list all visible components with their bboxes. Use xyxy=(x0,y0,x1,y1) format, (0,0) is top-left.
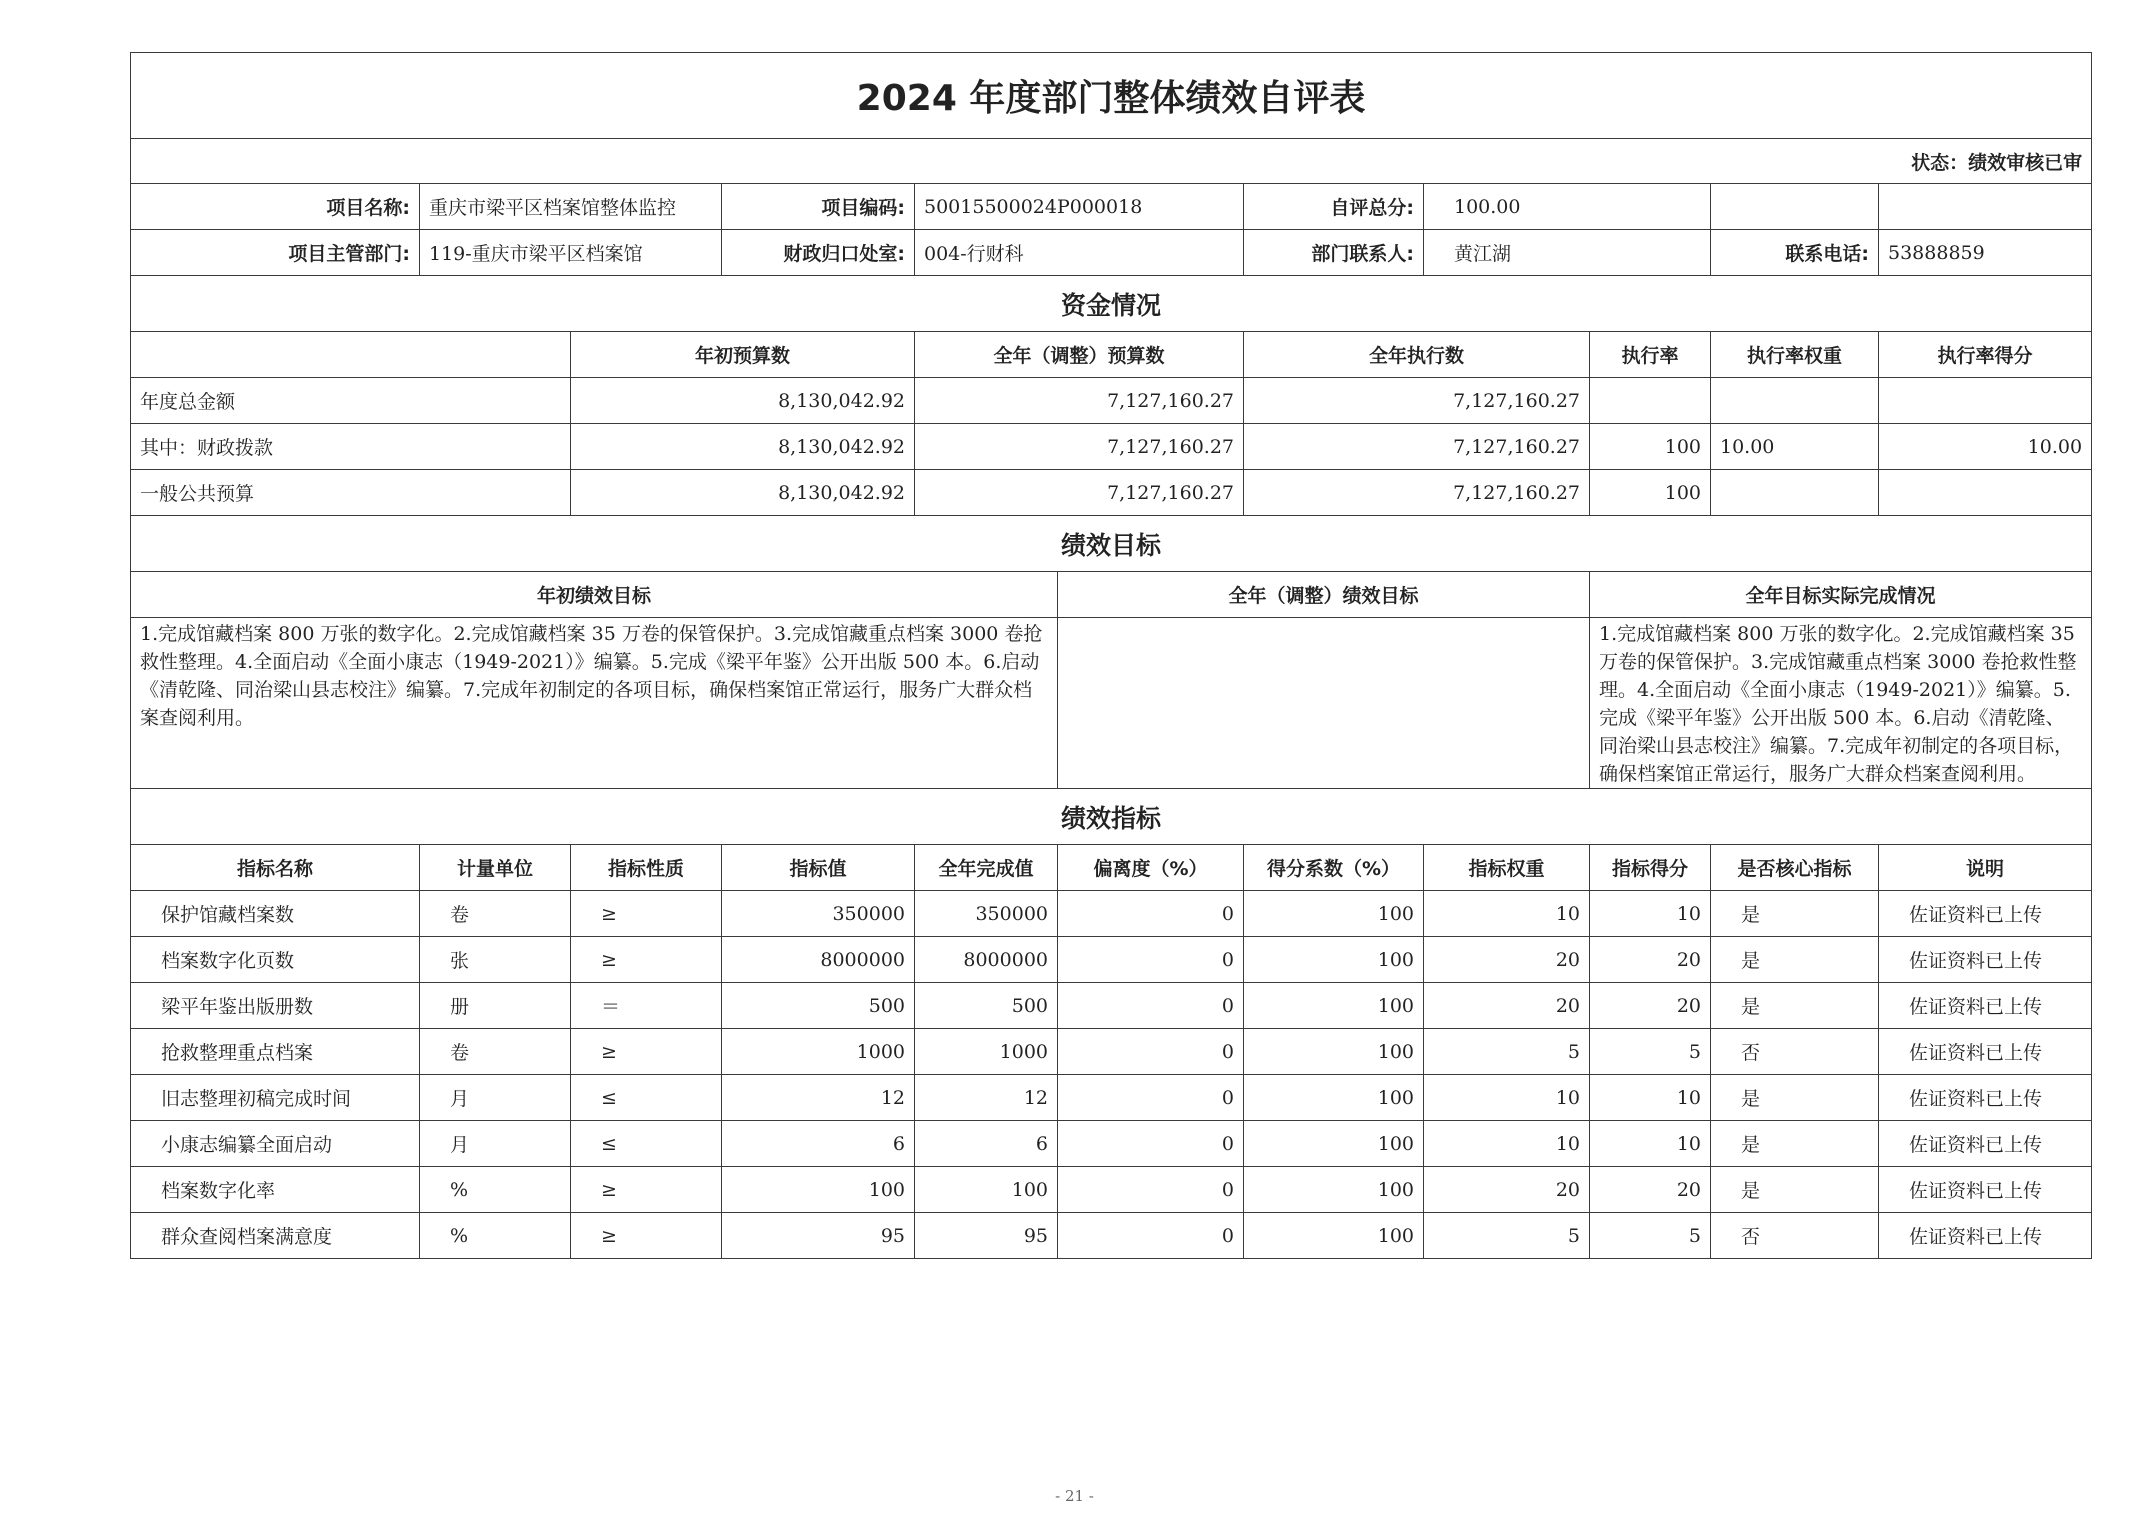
funds-row-adjusted: 7,127,160.27 xyxy=(915,424,1244,470)
indicator-actual: 6 xyxy=(915,1121,1058,1167)
goals-section-title: 绩效目标 xyxy=(131,516,2092,572)
indicator-coef: 100 xyxy=(1244,1121,1424,1167)
indicator-note: 佐证资料已上传 xyxy=(1879,983,2092,1029)
ind-header-weight: 指标权重 xyxy=(1424,845,1590,891)
indicator-core: 是 xyxy=(1711,891,1879,937)
indicator-target: 6 xyxy=(722,1121,915,1167)
indicator-deviation: 0 xyxy=(1058,1029,1244,1075)
indicator-deviation: 0 xyxy=(1058,937,1244,983)
indicator-target: 95 xyxy=(722,1213,915,1259)
indicator-core: 是 xyxy=(1711,983,1879,1029)
funds-header-weight: 执行率权重 xyxy=(1711,332,1879,378)
ind-header-name: 指标名称 xyxy=(131,845,420,891)
funds-row-initial: 8,130,042.92 xyxy=(571,470,915,516)
indicator-name: 抢救整理重点档案 xyxy=(131,1029,420,1075)
empty-cell xyxy=(1879,184,2092,230)
table-row xyxy=(131,1167,2092,1213)
funds-row-label: 年度总金额 xyxy=(131,378,571,424)
funds-row-weight xyxy=(1711,378,1879,424)
ind-header-actual: 全年完成值 xyxy=(915,845,1058,891)
indicator-deviation: 0 xyxy=(1058,1121,1244,1167)
indicator-unit: 月 xyxy=(420,1121,571,1167)
ind-header-unit: 计量单位 xyxy=(420,845,571,891)
indicator-coef: 100 xyxy=(1244,937,1424,983)
indicator-name: 旧志整理初稿完成时间 xyxy=(131,1075,420,1121)
indicator-target: 12 xyxy=(722,1075,915,1121)
indicator-deviation: 0 xyxy=(1058,1213,1244,1259)
ind-header-score: 指标得分 xyxy=(1590,845,1711,891)
table-row xyxy=(131,1213,2092,1259)
indicator-deviation: 0 xyxy=(1058,1075,1244,1121)
indicator-deviation: 0 xyxy=(1058,891,1244,937)
initial-goal-text: 1.完成馆藏档案 800 万张的数字化。2.完成馆藏档案 35 万卷的保管保护。3.完成馆藏重点档案 3000 卷抢救性整理。4.全面启动《全面小康志（1949-2021）》编纂。5.完成《梁平年鉴》公开出版 500 本。6.启动《清乾隆、同治梁山县志校注》编纂。7.完成年初制定的各项目标，确保档案馆正常运行，服务广大群众档案查阅利用。 xyxy=(131,618,1058,789)
indicator-unit: % xyxy=(420,1167,571,1213)
indicator-name: 小康志编纂全面启动 xyxy=(131,1121,420,1167)
dept-label: 项目主管部门: xyxy=(131,230,420,276)
indicator-coef: 100 xyxy=(1244,891,1424,937)
ind-header-nature: 指标性质 xyxy=(571,845,722,891)
contact-label: 部门联系人: xyxy=(1244,230,1424,276)
funds-section-title: 资金情况 xyxy=(131,276,2092,332)
indicator-note: 佐证资料已上传 xyxy=(1879,1121,2092,1167)
indicator-target: 500 xyxy=(722,983,915,1029)
info-row-1 xyxy=(131,184,2092,230)
indicator-core: 是 xyxy=(1711,1121,1879,1167)
indicator-note: 佐证资料已上传 xyxy=(1879,891,2092,937)
finance-value: 004-行财科 xyxy=(915,230,1244,276)
indicator-target: 350000 xyxy=(722,891,915,937)
indicator-nature: ≥ xyxy=(571,1029,722,1075)
phone-value: 53888859 xyxy=(1879,230,2092,276)
funds-header-rate: 执行率 xyxy=(1590,332,1711,378)
indicator-weight: 5 xyxy=(1424,1213,1590,1259)
goals-text-row xyxy=(131,618,2092,789)
indicator-name: 保护馆藏档案数 xyxy=(131,891,420,937)
funds-row-adjusted: 7,127,160.27 xyxy=(915,378,1244,424)
indicator-actual: 350000 xyxy=(915,891,1058,937)
funds-row xyxy=(131,424,2092,470)
ind-header-deviation: 偏离度（%） xyxy=(1058,845,1244,891)
indicator-core: 是 xyxy=(1711,937,1879,983)
funds-row-weight xyxy=(1711,470,1879,516)
indicator-score: 20 xyxy=(1590,983,1711,1029)
indicator-score: 5 xyxy=(1590,1029,1711,1075)
indicator-unit: 张 xyxy=(420,937,571,983)
phone-label: 联系电话: xyxy=(1711,230,1879,276)
dept-value: 119-重庆市梁平区档案馆 xyxy=(420,230,722,276)
self-evaluation-table xyxy=(130,52,2092,1259)
contact-value: 黄江湖 xyxy=(1424,230,1711,276)
page-title: 2024 年度部门整体绩效自评表 xyxy=(131,53,2092,139)
funds-row-score: 10.00 xyxy=(1879,424,2092,470)
indicators-header-row xyxy=(131,845,2092,891)
indicator-deviation: 0 xyxy=(1058,1167,1244,1213)
indicator-nature: ≥ xyxy=(571,891,722,937)
ind-header-core: 是否核心指标 xyxy=(1711,845,1879,891)
funds-row-rate: 100 xyxy=(1590,424,1711,470)
indicator-name: 档案数字化页数 xyxy=(131,937,420,983)
indicator-weight: 10 xyxy=(1424,891,1590,937)
funds-row-score xyxy=(1879,378,2092,424)
indicator-note: 佐证资料已上传 xyxy=(1879,1075,2092,1121)
indicator-deviation: 0 xyxy=(1058,983,1244,1029)
indicator-score: 10 xyxy=(1590,1121,1711,1167)
ind-header-coef: 得分系数（%） xyxy=(1244,845,1424,891)
funds-row xyxy=(131,378,2092,424)
status-badge: 状态：绩效审核已审 xyxy=(131,139,2092,184)
indicator-core: 是 xyxy=(1711,1075,1879,1121)
indicator-name: 档案数字化率 xyxy=(131,1167,420,1213)
indicator-weight: 20 xyxy=(1424,937,1590,983)
table-row xyxy=(131,891,2092,937)
indicator-unit: 卷 xyxy=(420,891,571,937)
finance-label: 财政归口处室: xyxy=(722,230,915,276)
indicator-note: 佐证资料已上传 xyxy=(1879,1029,2092,1075)
indicator-name: 群众查阅档案满意度 xyxy=(131,1213,420,1259)
goals-header-initial: 年初绩效目标 xyxy=(131,572,1058,618)
adjusted-goal-text xyxy=(1058,618,1590,789)
table-row xyxy=(131,1029,2092,1075)
indicator-actual: 12 xyxy=(915,1075,1058,1121)
indicator-target: 100 xyxy=(722,1167,915,1213)
goals-header-actual: 全年目标实际完成情况 xyxy=(1590,572,2092,618)
empty-cell xyxy=(131,332,571,378)
funds-header-adjusted: 全年（调整）预算数 xyxy=(915,332,1244,378)
funds-row-initial: 8,130,042.92 xyxy=(571,378,915,424)
project-code-value: 50015500024P000018 xyxy=(915,184,1244,230)
indicator-unit: % xyxy=(420,1213,571,1259)
indicators-section-title: 绩效指标 xyxy=(131,789,2092,845)
indicator-nature: ≤ xyxy=(571,1075,722,1121)
indicator-score: 20 xyxy=(1590,1167,1711,1213)
funds-row-label: 一般公共预算 xyxy=(131,470,571,516)
indicator-weight: 10 xyxy=(1424,1121,1590,1167)
indicator-nature: ≤ xyxy=(571,1121,722,1167)
indicator-core: 否 xyxy=(1711,1029,1879,1075)
indicator-unit: 月 xyxy=(420,1075,571,1121)
score-label: 自评总分: xyxy=(1244,184,1424,230)
funds-row-adjusted: 7,127,160.27 xyxy=(915,470,1244,516)
funds-header-score: 执行率得分 xyxy=(1879,332,2092,378)
table-row xyxy=(131,1121,2092,1167)
funds-row-label: 其中：财政拨款 xyxy=(131,424,571,470)
funds-row-weight: 10.00 xyxy=(1711,424,1879,470)
indicator-coef: 100 xyxy=(1244,1029,1424,1075)
project-code-label: 项目编码: xyxy=(722,184,915,230)
project-name-value: 重庆市梁平区档案馆整体监控 xyxy=(420,184,722,230)
indicator-unit: 册 xyxy=(420,983,571,1029)
indicator-unit: 卷 xyxy=(420,1029,571,1075)
indicator-score: 10 xyxy=(1590,891,1711,937)
indicator-coef: 100 xyxy=(1244,1213,1424,1259)
page-number: - 21 - xyxy=(1055,1487,1094,1505)
table-row xyxy=(131,1075,2092,1121)
indicator-weight: 5 xyxy=(1424,1029,1590,1075)
indicator-actual: 95 xyxy=(915,1213,1058,1259)
indicator-weight: 20 xyxy=(1424,1167,1590,1213)
indicator-nature: ≥ xyxy=(571,937,722,983)
funds-row-executed: 7,127,160.27 xyxy=(1244,424,1590,470)
indicator-target: 1000 xyxy=(722,1029,915,1075)
indicator-rows xyxy=(131,891,2092,1259)
indicator-core: 否 xyxy=(1711,1213,1879,1259)
indicator-coef: 100 xyxy=(1244,1075,1424,1121)
indicator-coef: 100 xyxy=(1244,983,1424,1029)
funds-header-executed: 全年执行数 xyxy=(1244,332,1590,378)
funds-row xyxy=(131,470,2092,516)
indicator-coef: 100 xyxy=(1244,1167,1424,1213)
ind-header-note: 说明 xyxy=(1879,845,2092,891)
indicator-score: 20 xyxy=(1590,937,1711,983)
table-row xyxy=(131,983,2092,1029)
indicator-nature: ≥ xyxy=(571,1167,722,1213)
funds-row-executed: 7,127,160.27 xyxy=(1244,470,1590,516)
indicator-weight: 10 xyxy=(1424,1075,1590,1121)
score-value: 100.00 xyxy=(1424,184,1711,230)
indicator-score: 5 xyxy=(1590,1213,1711,1259)
indicator-nature: ≥ xyxy=(571,1213,722,1259)
indicator-core: 是 xyxy=(1711,1167,1879,1213)
funds-header-row xyxy=(131,332,2092,378)
goals-header-adjusted: 全年（调整）绩效目标 xyxy=(1058,572,1590,618)
indicator-actual: 8000000 xyxy=(915,937,1058,983)
indicator-target: 8000000 xyxy=(722,937,915,983)
indicator-actual: 1000 xyxy=(915,1029,1058,1075)
project-name-label: 项目名称: xyxy=(131,184,420,230)
indicator-weight: 20 xyxy=(1424,983,1590,1029)
funds-row-rate: 100 xyxy=(1590,470,1711,516)
indicator-note: 佐证资料已上传 xyxy=(1879,1213,2092,1259)
funds-row-executed: 7,127,160.27 xyxy=(1244,378,1590,424)
indicator-nature: ＝ xyxy=(571,983,722,1029)
funds-row-initial: 8,130,042.92 xyxy=(571,424,915,470)
info-row-2 xyxy=(131,230,2092,276)
ind-header-target: 指标值 xyxy=(722,845,915,891)
indicator-note: 佐证资料已上传 xyxy=(1879,937,2092,983)
indicator-name: 梁平年鉴出版册数 xyxy=(131,983,420,1029)
funds-row-rate xyxy=(1590,378,1711,424)
indicator-note: 佐证资料已上传 xyxy=(1879,1167,2092,1213)
goals-header-row xyxy=(131,572,2092,618)
funds-header-initial: 年初预算数 xyxy=(571,332,915,378)
empty-cell xyxy=(1711,184,1879,230)
actual-goal-text: 1.完成馆藏档案 800 万张的数字化。2.完成馆藏档案 35 万卷的保管保护。3.完成馆藏重点档案 3000 卷抢救性整理。4.全面启动《全面小康志（1949-2021）》编纂。5.完成《梁平年鉴》公开出版 500 本。6.启动《清乾隆、同治梁山县志校注》编纂。7.完成年初制定的各项目标，确保档案馆正常运行，服务广大群众档案查阅利用。 xyxy=(1590,618,2092,789)
indicator-actual: 100 xyxy=(915,1167,1058,1213)
indicator-score: 10 xyxy=(1590,1075,1711,1121)
funds-row-score xyxy=(1879,470,2092,516)
table-row xyxy=(131,937,2092,983)
indicator-actual: 500 xyxy=(915,983,1058,1029)
